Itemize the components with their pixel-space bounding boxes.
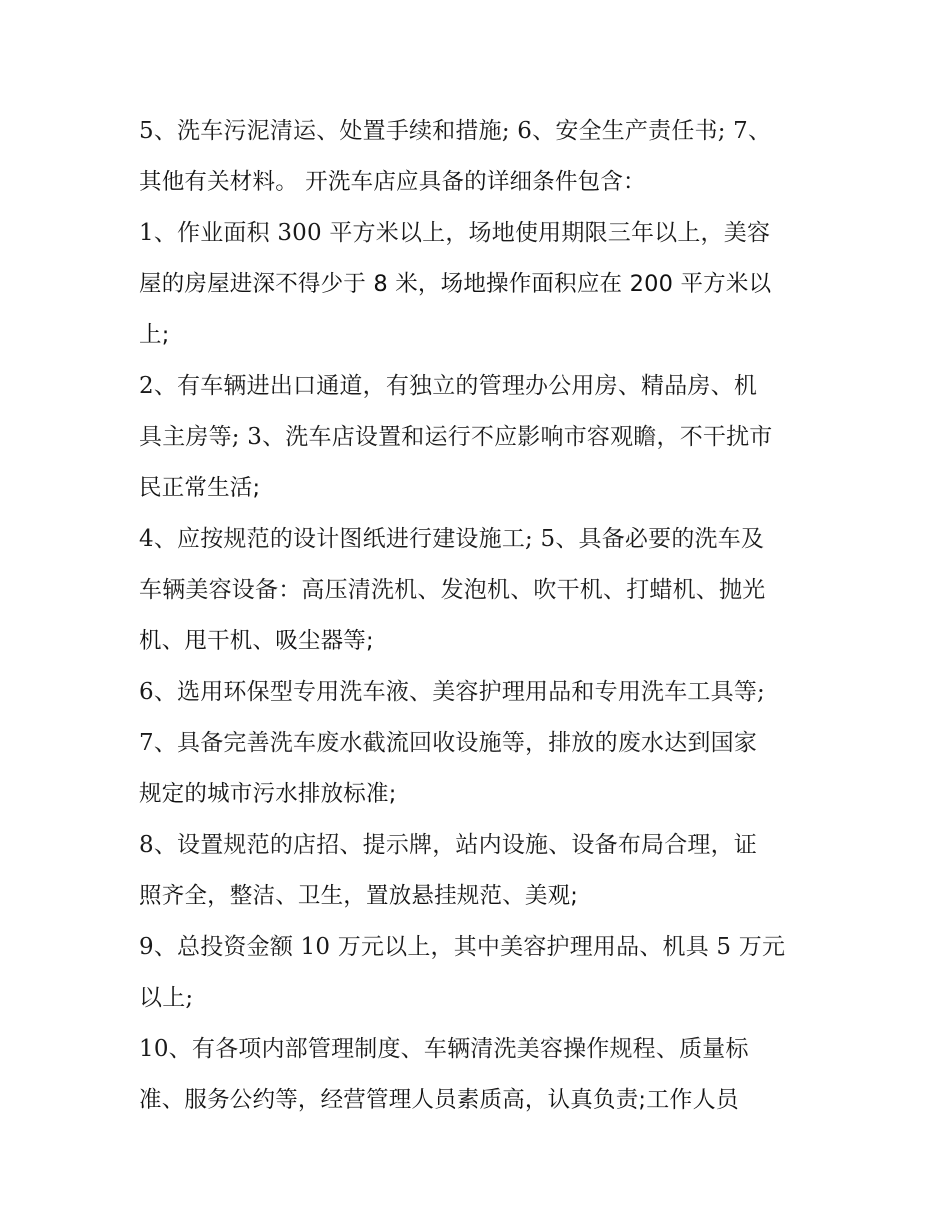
- text-line: 具主房等; 3、洗车店设置和运行不应影响市容观瞻，不干扰市: [139, 424, 773, 450]
- text-line: 5、洗车污泥清运、处置手续和措施; 6、安全生产责任书; 7、: [139, 118, 772, 144]
- text-line: 6、选用环保型专用洗车液、美容护理用品和专用洗车工具等;: [139, 679, 765, 705]
- text-line: 照齐全，整洁、卫生，置放悬挂规范、美观;: [139, 883, 579, 909]
- text-line-last: [139, 1075, 829, 1126]
- text-segment: 工作人员: [646, 1087, 739, 1113]
- text-line: 机、甩干机、吸尘器等;: [139, 628, 374, 654]
- text-line: 屋的房屋进深不得少于 8 米，场地操作面积应在 200 平方米以: [139, 271, 772, 297]
- text-segment: 准、服务公约等，经营管理人员素质高，认真负责;: [139, 1087, 647, 1113]
- text-line: 1、作业面积 300 平方米以上，场地使用期限三年以上，美容: [139, 220, 771, 246]
- document-body: [139, 106, 829, 1126]
- text-line: 7、具备完善洗车废水截流回收设施等，排放的废水达到国家: [139, 730, 758, 756]
- text-line: 2、有车辆进出口通道，有独立的管理办公用房、精品房、机: [139, 373, 758, 399]
- text-line: 规定的城市污水排放标准;: [139, 781, 397, 807]
- text-line: 4、应按规范的设计图纸进行建设施工; 5、具备必要的洗车及: [139, 526, 765, 552]
- text-line: 民正常生活;: [139, 475, 261, 501]
- text-line: 10、有各项内部管理制度、车辆清洗美容操作规程、质量标: [139, 1036, 749, 1062]
- text-line: 8、设置规范的店招、提示牌，站内设施、设备布局合理，证: [139, 832, 758, 858]
- text-line: 车辆美容设备：高压清洗机、发泡机、吹干机、打蜡机、抛光: [139, 577, 766, 603]
- text-line: 9、总投资金额 10 万元以上，其中美容护理用品、机具 5 万元: [139, 934, 786, 960]
- text-line: 其他有关材料。 开洗车店应具备的详细条件包含：: [139, 169, 646, 195]
- text-line: 以上;: [139, 985, 194, 1011]
- text-line: 上;: [139, 322, 170, 348]
